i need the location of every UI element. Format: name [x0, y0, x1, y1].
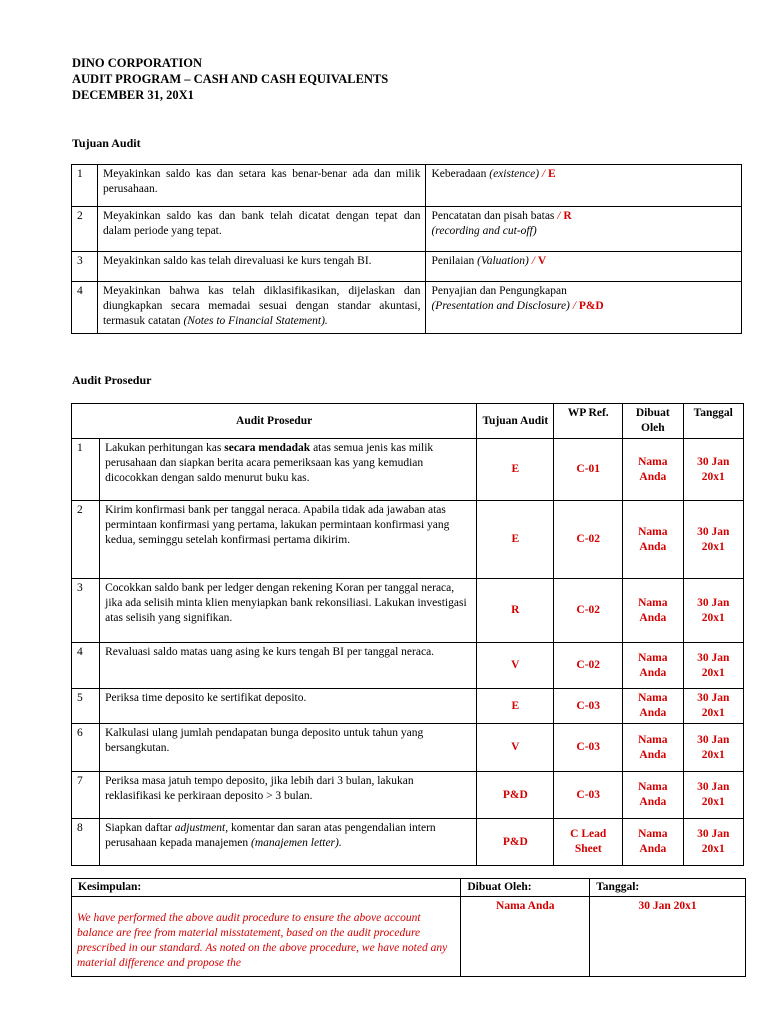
procedure-row [72, 724, 744, 772]
procedure-objective: E [477, 439, 554, 501]
procedure-date: 30 Jan 20x1 [683, 439, 743, 501]
procedure-row [72, 772, 744, 819]
procedure-date: 30 Jan 20x1 [683, 819, 743, 866]
row-number: 4 [72, 282, 98, 334]
procedure-wpref: C Lead Sheet [554, 819, 623, 866]
row-number: 4 [72, 643, 100, 689]
row-number: 1 [72, 165, 98, 207]
row-number: 7 [72, 772, 100, 819]
procedure-objective: P&D [477, 772, 554, 819]
row-number: 8 [72, 819, 100, 866]
objective-assertion: Penilaian (Valuation) / V [426, 252, 742, 282]
objective-row [72, 165, 742, 207]
conclusion-by-label: Dibuat Oleh: [461, 879, 590, 897]
procedure-date: 30 Jan 20x1 [683, 772, 743, 819]
objectives-title: Tujuan Audit [72, 136, 141, 150]
procedures-header-row [72, 404, 744, 439]
procedure-text: Lakukan perhitungan kas secara mendadak atas semua jenis kas milik perusahaan dan siapkan berita acara pemeriksaan kas yang kemudian dicocokkan dengan saldo menurut buku kas. [100, 439, 477, 501]
conclusion-row [72, 897, 746, 977]
procedure-wpref: C-02 [554, 643, 623, 689]
document-header [72, 55, 388, 103]
objectives-table [71, 164, 742, 334]
procedure-by: Nama Anda [623, 689, 683, 724]
objective-description: Meyakinkan bahwa kas telah diklasifikasikan, dijelaskan dan diungkapkan secara memadai sesuai dengan standar akuntasi, termasuk catatan (Notes to Financial Statement). [97, 282, 426, 334]
header-by: Dibuat Oleh [623, 404, 683, 439]
row-number: 2 [72, 501, 100, 579]
conclusion-date-label: Tanggal: [590, 879, 746, 897]
objective-description: Meyakinkan saldo kas telah direvaluasi ke kurs tengah BI. [97, 252, 426, 282]
procedure-objective: P&D [477, 819, 554, 866]
row-number: 2 [72, 207, 98, 252]
procedure-wpref: C-01 [554, 439, 623, 501]
header-date: Tanggal [683, 404, 743, 439]
row-number: 3 [72, 579, 100, 643]
procedure-by: Nama Anda [623, 643, 683, 689]
procedure-wpref: C-03 [554, 772, 623, 819]
procedure-by: Nama Anda [623, 501, 683, 579]
procedure-objective: V [477, 724, 554, 772]
conclusion-date: 30 Jan 20x1 [590, 897, 746, 977]
objective-assertion: Pencatatan dan pisah batas / R (recording and cut-off) [426, 207, 742, 252]
header-procedure: Audit Prosedur [72, 404, 477, 439]
objective-description: Meyakinkan saldo kas dan bank telah dicatat dengan tepat dan dalam periode yang tepat. [97, 207, 426, 252]
procedure-by: Nama Anda [623, 579, 683, 643]
objective-assertion: Keberadaan (existence) / E [426, 165, 742, 207]
procedure-row [72, 819, 744, 866]
procedure-row [72, 579, 744, 643]
procedure-by: Nama Anda [623, 724, 683, 772]
procedure-date: 30 Jan 20x1 [683, 724, 743, 772]
procedure-text: Periksa time deposito ke sertifikat deposito. [100, 689, 477, 724]
conclusion-label: Kesimpulan: [72, 879, 461, 897]
procedure-date: 30 Jan 20x1 [683, 579, 743, 643]
procedure-row [72, 643, 744, 689]
procedure-date: 30 Jan 20x1 [683, 689, 743, 724]
company-name: DINO CORPORATION [72, 56, 202, 70]
procedure-date: 30 Jan 20x1 [683, 501, 743, 579]
procedure-objective: V [477, 643, 554, 689]
conclusion-by: Nama Anda [461, 897, 590, 977]
conclusion-table [71, 878, 746, 977]
objective-row [72, 207, 742, 252]
objective-row [72, 282, 742, 334]
procedure-text: Periksa masa jatuh tempo deposito, jika lebih dari 3 bulan, lakukan reklasifikasi ke perkiraan deposito > 3 bulan. [100, 772, 477, 819]
procedure-objective: E [477, 689, 554, 724]
procedure-text: Revaluasi saldo matas uang asing ke kurs tengah BI per tanggal neraca. [100, 643, 477, 689]
procedure-by: Nama Anda [623, 819, 683, 866]
conclusion-text: We have performed the above audit procedure to ensure the above account balance are free from material misstatement, based on the audit procedure prescribed in our standard. As noted on the above procedure, we have noted any material difference and propose the [72, 897, 461, 977]
procedure-date: 30 Jan 20x1 [683, 643, 743, 689]
procedure-by: Nama Anda [623, 439, 683, 501]
header-wpref: WP Ref. [554, 404, 623, 439]
procedure-text: Siapkan daftar adjustment, komentar dan saran atas pengendalian intern perusahaan kepada manajemen (manajemen letter). [100, 819, 477, 866]
objective-assertion: Penyajian dan Pengungkapan (Presentation and Disclosure) / P&D [426, 282, 742, 334]
row-number: 3 [72, 252, 98, 282]
procedure-wpref: C-03 [554, 689, 623, 724]
conclusion-header-row [72, 879, 746, 897]
procedure-row [72, 439, 744, 501]
header-objective: Tujuan Audit [477, 404, 554, 439]
procedure-wpref: C-02 [554, 501, 623, 579]
report-date: DECEMBER 31, 20X1 [72, 88, 194, 102]
row-number: 5 [72, 689, 100, 724]
program-title: AUDIT PROGRAM – CASH AND CASH EQUIVALENTS [72, 72, 389, 86]
procedure-wpref: C-02 [554, 579, 623, 643]
procedure-objective: E [477, 501, 554, 579]
procedure-text: Cocokkan saldo bank per ledger dengan rekening Koran per tanggal neraca, jika ada selisih minta klien menyiapkan bank rekonsiliasi. Lakukan investigasi atas selisih yang signifikan. [100, 579, 477, 643]
objective-row [72, 252, 742, 282]
procedures-table [71, 403, 744, 866]
procedure-row [72, 501, 744, 579]
procedure-wpref: C-03 [554, 724, 623, 772]
procedure-text: Kalkulasi ulang jumlah pendapatan bunga deposito untuk tahun yang bersangkutan. [100, 724, 477, 772]
row-number: 1 [72, 439, 100, 501]
procedures-title: Audit Prosedur [72, 373, 152, 387]
procedure-text: Kirim konfirmasi bank per tanggal neraca. Apabila tidak ada jawaban atas permintaan konfirmasi yang pertama, lakukan permintaan konfirmasi yang kedua, seminggu setelah konfirmasi pertama dikirim. [100, 501, 477, 579]
objective-description: Meyakinkan saldo kas dan setara kas benar-benar ada dan milik perusahaan. [97, 165, 426, 207]
row-number: 6 [72, 724, 100, 772]
procedure-by: Nama Anda [623, 772, 683, 819]
procedure-row [72, 689, 744, 724]
procedure-objective: R [477, 579, 554, 643]
